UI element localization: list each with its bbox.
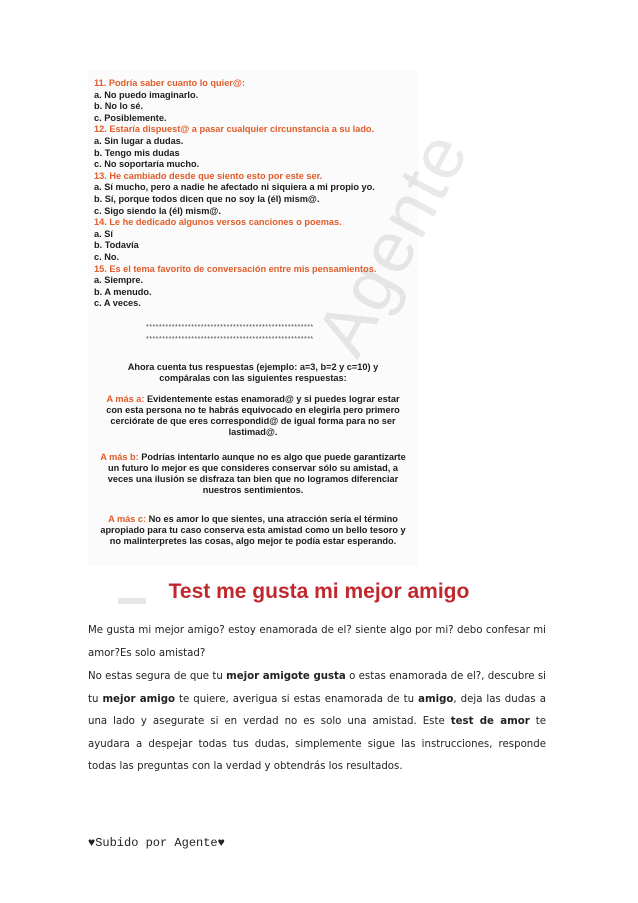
body-text: No estas segura de que tu	[88, 671, 227, 682]
quiz-option: b. Sí, porque todos dicen que no soy la (él) mism@.	[94, 194, 320, 204]
body-bold-text: mejor amigote gusta	[226, 671, 346, 682]
quiz-question: 15. Es el tema favorito de conversación entre mis pensamientos.	[94, 263, 377, 274]
quiz-option: a. Siempre.	[94, 275, 144, 286]
result-c-label: A más c:	[108, 514, 147, 524]
quiz-option: a. Sin lugar a dudas.	[94, 136, 184, 146]
quiz-option: c. Posiblemente.	[94, 112, 167, 123]
quiz-option: a. Sí	[94, 228, 113, 239]
body-text: te ayudara a despejar todas tus dudas, simplemente sigue las instrucciones, responde todas las preguntas con la verdad y obtendrás los resultados.	[88, 716, 546, 772]
body-paragraph	[88, 666, 546, 779]
quiz-question: 12. Estaría dispuest@ a pasar cualquier circunstancia a su lado.	[94, 124, 375, 135]
quiz-option: a. Sí mucho, pero a nadie he afectado ni siquiera a mi propio yo.	[94, 182, 375, 193]
quiz-question: 13. He cambiado desde que siento esto por este ser.	[94, 170, 323, 181]
footer-uploader: ♥Subido por Agente♥	[88, 836, 225, 850]
result-b-text: Podrías intentarlo aunque no es algo que puede garantizarte un futuro lo mejor es que consideres conservar sólo su amistad, a veces una ilusión se disfraza tan bien que no logramos diferenciar nuestros sentimientos.	[107, 452, 406, 495]
body-text: , deja las dudas a una lado y asegurate si en verdad no es solo una amistad. Este	[88, 693, 546, 727]
quiz-option: a. No puedo imaginarlo.	[94, 89, 199, 100]
body-bold-text: mejor amigo	[102, 693, 176, 705]
watermark: Agente	[300, 118, 485, 369]
quiz-option: c. No.	[94, 252, 120, 262]
quiz-option: b. A menudo.	[94, 286, 152, 297]
result-c-text: No es amor lo que sientes, una atracción sería el término apropiado para tu caso conserva esta amistad como un bello tesoro y no malinterpretes las cosas, algo mejor te podía estar esperando.	[100, 514, 406, 546]
quiz-option: c. No soportaría mucho.	[94, 159, 200, 170]
quiz-question: 11. Podría saber cuanto lo quier@:	[94, 78, 245, 88]
result-a-label: A más a:	[106, 394, 145, 404]
body-text: o estas enamorada de el?, descubre si tu	[88, 671, 546, 705]
quiz-option: b. No lo sé.	[94, 101, 144, 112]
intro-paragraph: Me gusta mi mejor amigo? estoy enamorada de el? siente algo por mi? debo confesar mi amor?Es solo amistad?	[88, 625, 546, 659]
quiz-option: c. Sigo siendo la (él) mism@.	[94, 205, 221, 216]
body-text: te quiere, averigua si estas enamorada de tu	[175, 693, 419, 705]
result-b-label: A más b:	[100, 452, 139, 462]
quiz-option: b. Tengo mis dudas	[94, 147, 180, 158]
result-c	[88, 514, 418, 547]
separator-stars: ****************************************************	[146, 336, 314, 343]
quiz-option: b. Todavía	[94, 240, 139, 251]
result-a	[88, 394, 418, 438]
body-bold-text: test de amor	[450, 716, 530, 727]
separator-stars: ****************************************************	[146, 324, 314, 331]
result-a-text: Evidentemente estas enamorad@ y si puedes lograr estar con esta persona no te habrás equivocado en elegirla pero primero cerciórate de que eres correspondid@ de igual forma para no ser lastimad@.	[106, 394, 400, 437]
body-bold-text: amigo	[418, 693, 454, 705]
quiz-question: 14. Le he dedicado algunos versos canciones o poemas.	[94, 217, 342, 228]
quiz-instruction: Ahora cuenta tus respuestas (ejemplo: a=3, b=2 y c=10) y compáralas con las siguientes respuestas:	[127, 362, 379, 383]
quiz-option: c. A veces.	[94, 298, 141, 309]
result-b	[88, 452, 418, 496]
page-title: Test me gusta mi mejor amigo	[168, 580, 470, 603]
